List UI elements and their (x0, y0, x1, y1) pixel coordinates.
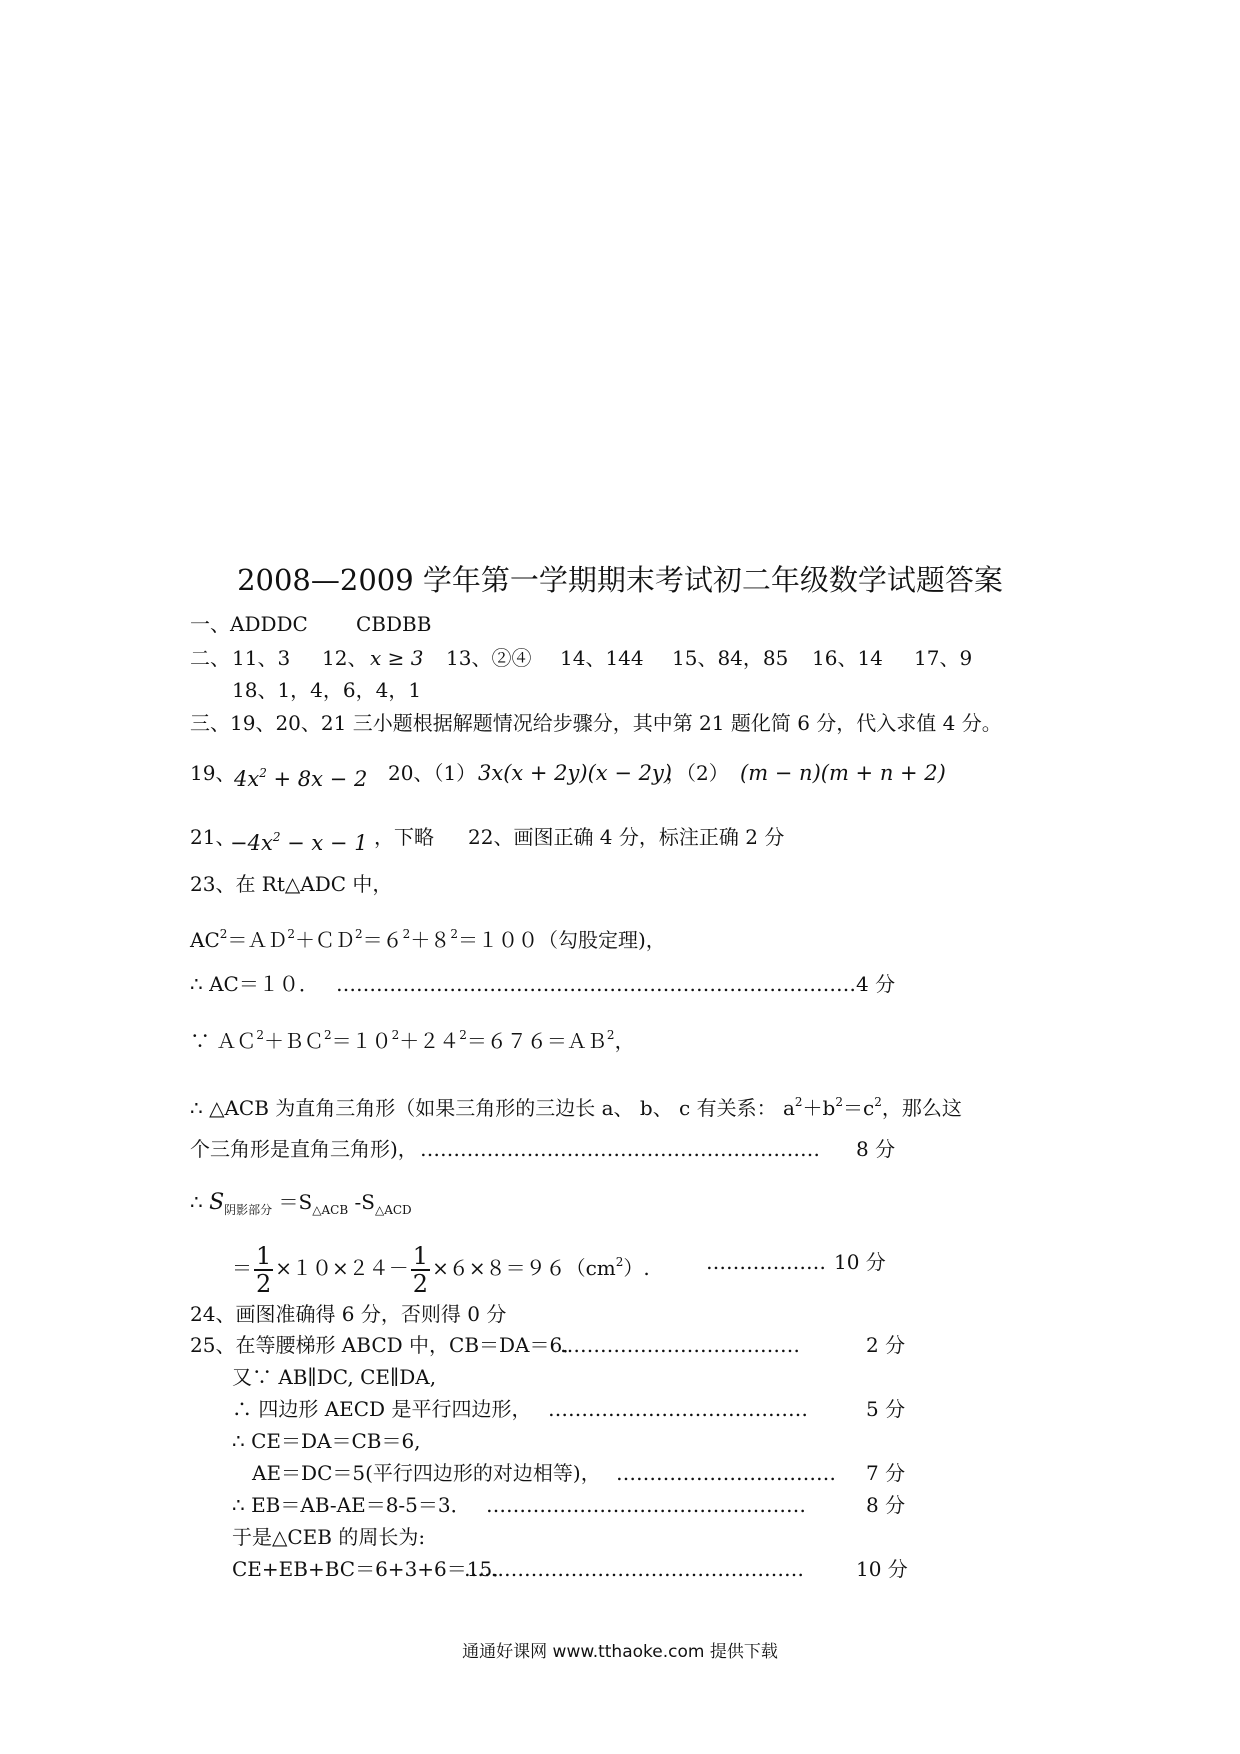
answer-21-label: 21、 (190, 825, 236, 849)
answer-20-separator: ，（2） (666, 761, 729, 785)
answer-11: 11、3 (232, 646, 291, 670)
answer-25-line-7: 于是△CEB 的周长为: (232, 1525, 426, 1549)
answer-25-line-2: 又∵ AB∥DC, CE∥DA, (232, 1365, 437, 1389)
answer-19-label: 19、 (190, 761, 236, 785)
section-2-label: 二、 (190, 646, 230, 670)
score-7: 7 分 (866, 1461, 906, 1485)
dot-leader: ……………………………… (560, 1333, 800, 1357)
answer-23-line-3: ∴ AC＝１０． (190, 972, 319, 996)
answer-15: 15、84，85 (672, 646, 789, 670)
answer-12-label: 12、 (322, 646, 368, 670)
dot-leader: …………………………… (616, 1461, 836, 1485)
answer-18: 18、1，4，6，4，1 (232, 678, 422, 702)
dot-leader: ……………… (706, 1250, 826, 1274)
answer-23-line-8: ＝ $\frac{1}{2}$ ×１０×２４－ $\frac{1}{2}$ $\times 6\times 8=96(cm^2)$. (232, 1241, 650, 1298)
score-8: 8 分 (856, 1137, 896, 1161)
answer-17: 17、9 (914, 646, 973, 670)
section-3-text: 三、19、20、21 三小题根据解题情况给步骤分，其中第 21 题化简 6 分，代入求值 4 分。 (190, 711, 1002, 735)
answer-23-line-5: ∴ △ACB 为直角三角形（如果三角形的三边长 a、 b、 c 有关系： $a^2+b^2=c^2$，那么这 (190, 1095, 962, 1120)
answer-25-line-4: ∴ CE＝DA＝CB＝6, (232, 1429, 421, 1453)
answer-23-line-2: $AC^2=AD^2+CD^2=6^2+8^2=100$（勾股定理)， (190, 927, 666, 952)
answer-20-label: 20、（1） (388, 761, 477, 785)
answer-20-expr-1: 3x(x + 2y)(x − 2y) (478, 761, 673, 785)
score-4: 4 分 (856, 972, 896, 996)
answer-23-line-4: ∵ $AC^2+BC^2=10^2+24^2=676=AB^2$， (190, 1028, 635, 1053)
answer-25-line-1: 25、在等腰梯形 ABCD 中，CB＝DA＝6． (190, 1333, 583, 1357)
answer-12-expr: x ≥ 3 (370, 646, 424, 670)
answer-14: 14、144 (560, 646, 644, 670)
answer-19-expr: $4x^2 + 8x - 2$ (234, 766, 368, 791)
answer-23-line-7: ∴ $S_{阴影部分} =S_{\triangle ACB}$ $-S_{\triangle ACD}$ (190, 1190, 412, 1217)
fraction-half: $\frac{1}{2}$ (412, 1241, 429, 1298)
answer-20-expr-2: (m − n)(m + n + 2) (740, 761, 946, 785)
answer-25-line-8: CE+EB+BC＝6+3+6＝15． (232, 1557, 513, 1581)
score-2: 2 分 (866, 1333, 906, 1357)
score-10: 10 分 (856, 1557, 908, 1581)
answer-21-tail: ，下略 (374, 825, 434, 849)
answer-13: 13、②④ (446, 646, 532, 670)
answer-21-expr: $-4x^2 - x - 1$ (230, 830, 368, 855)
section-1-label: 一、ADDDC (190, 612, 308, 636)
page-title: 2008—2009 学年第一学期期末考试初二年级数学试题答案 (237, 563, 1003, 597)
dot-leader: ………………………………………… (486, 1493, 806, 1517)
dot-leader: ………………………………… (548, 1397, 808, 1421)
score-10: 10 分 (834, 1250, 886, 1274)
fraction-half: $\frac{1}{2}$ (256, 1241, 272, 1298)
dot-leader: …………………………………………………… (420, 1137, 820, 1161)
answer-25-line-6: ∴ EB＝AB-AE＝8-5＝3． (232, 1493, 471, 1517)
score-5: 5 分 (866, 1397, 906, 1421)
score-8: 8 分 (866, 1493, 906, 1517)
dot-leader: …………………………………………………………………… (336, 972, 856, 996)
answer-23-line-1: 23、在 Rt△ADC 中， (190, 872, 393, 896)
answer-16: 16、14 (812, 646, 883, 670)
section-1-answers-b: CBDBB (356, 612, 432, 636)
answer-24: 24、画图准确得 6 分，否则得 0 分 (190, 1302, 507, 1326)
footer-credit: 通通好课网 www.tthaoke.com 提供下载 (462, 1642, 778, 1662)
dot-leader: …………………………………………… (464, 1557, 804, 1581)
answer-23-line-6: 个三角形是直角三角形)， (190, 1137, 418, 1161)
answer-25-line-3: ∴ 四边形 AECD 是平行四边形， (232, 1397, 532, 1421)
answer-25-line-5: AE＝DC＝5(平行四边形的对边相等)， (252, 1461, 601, 1485)
answer-22: 22、画图正确 4 分，标注正确 2 分 (468, 825, 785, 849)
